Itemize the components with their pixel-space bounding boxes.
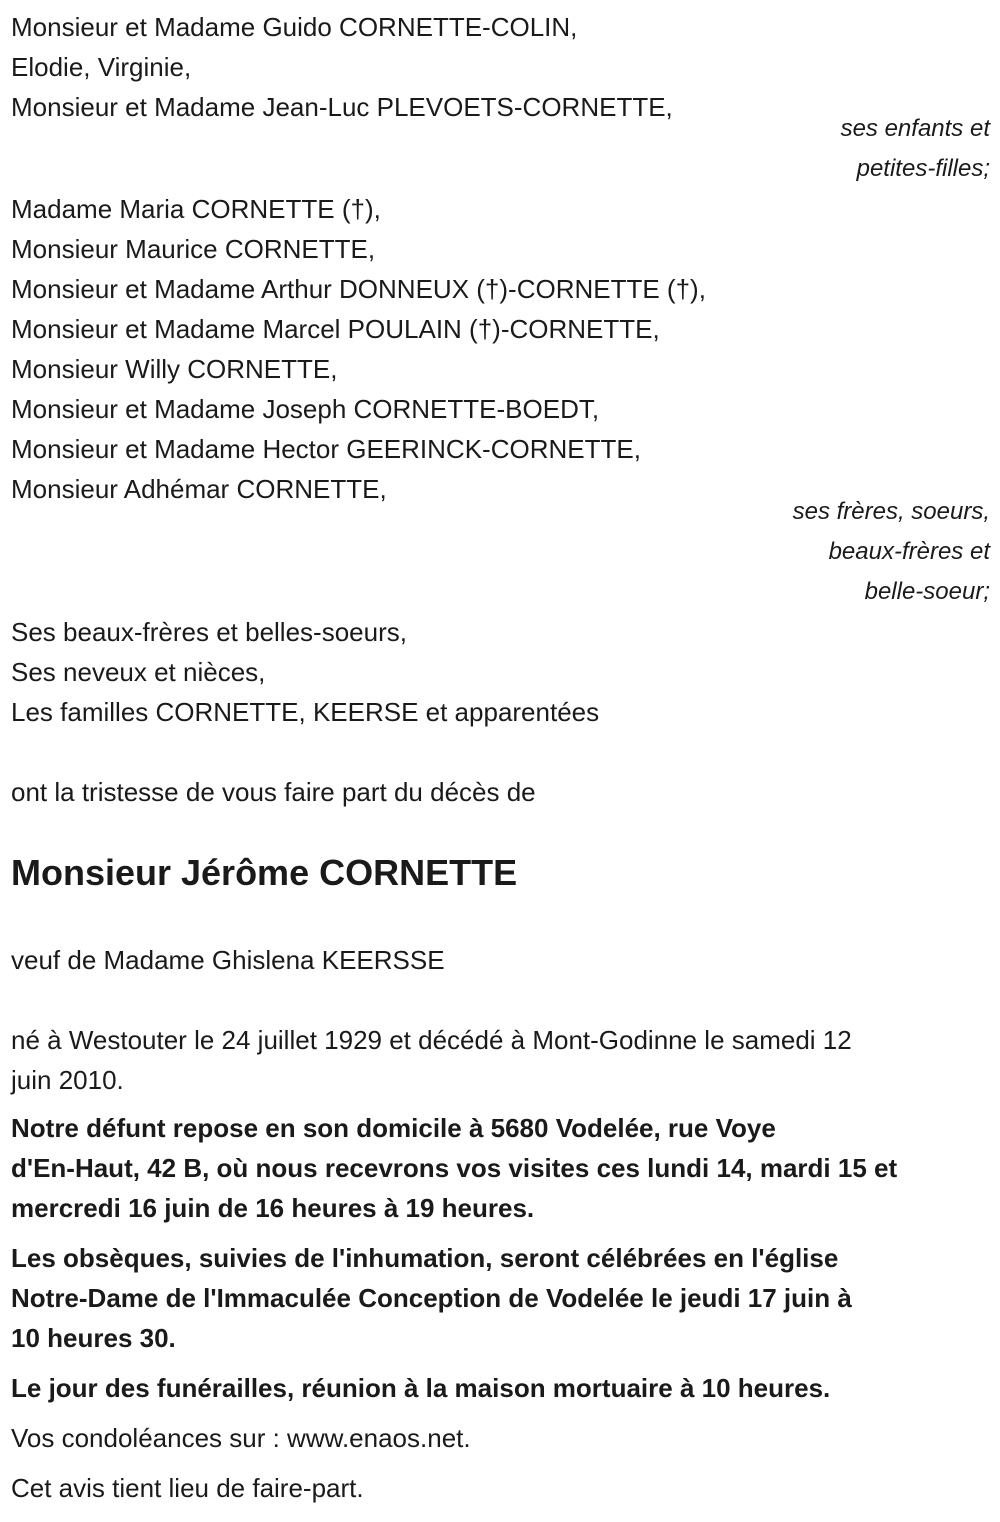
condolences-line: Vos condoléances sur : www.enaos.net.	[11, 1423, 471, 1453]
deceased-name: Monsieur Jérôme CORNETTE	[11, 852, 518, 893]
family-role: petites-filles;	[856, 155, 990, 182]
funeral-line: 10 heures 30.	[11, 1323, 176, 1353]
meeting-line: Le jour des funérailles, réunion à la maison mortuaire à 10 heures.	[11, 1373, 831, 1403]
others-line: Les familles CORNETTE, KEERSE et apparentées	[11, 697, 600, 727]
sibling-line: Monsieur et Madame Hector GEERINCK-CORNETTE,	[11, 434, 641, 464]
visits-line: Notre défunt repose en son domicile à 5680 Vodelée, rue Voye	[11, 1113, 776, 1143]
siblings-role: belle-soeur;	[864, 578, 990, 605]
sibling-line: Monsieur et Madame Marcel POULAIN (†)-CORNETTE,	[11, 314, 660, 344]
sibling-line: Madame Maria CORNETTE (†),	[11, 194, 381, 224]
sibling-line: Monsieur Willy CORNETTE,	[11, 354, 338, 384]
siblings-role: ses frères, soeurs,	[792, 498, 990, 525]
birth-death-line: né à Westouter le 24 juillet 1929 et décédé à Mont-Godinne le samedi 12	[11, 1025, 852, 1055]
sibling-line: Monsieur et Madame Joseph CORNETTE-BOEDT,	[11, 394, 600, 424]
visits-line: mercredi 16 juin de 16 heures à 19 heures.	[11, 1193, 535, 1223]
widower-line: veuf de Madame Ghislena KEERSSE	[11, 945, 445, 975]
visits-line: d'En-Haut, 42 B, où nous recevrons vos visites ces lundi 14, mardi 15 et	[11, 1153, 898, 1183]
others-line: Ses beaux-frères et belles-soeurs,	[11, 617, 407, 647]
others-line: Ses neveux et nièces,	[11, 657, 266, 687]
funeral-line: Les obsèques, suivies de l'inhumation, seront célébrées en l'église	[11, 1243, 839, 1273]
sibling-line: Monsieur Maurice CORNETTE,	[11, 234, 376, 264]
funeral-line: Notre-Dame de l'Immaculée Conception de Vodelée le jeudi 17 juin à	[11, 1283, 852, 1313]
siblings-role: beaux-frères et	[828, 538, 990, 565]
sibling-line: Monsieur Adhémar CORNETTE,	[11, 474, 387, 504]
family-line: Elodie, Virginie,	[11, 52, 192, 82]
notice-line: Cet avis tient lieu de faire-part.	[11, 1473, 364, 1503]
birth-death-line: juin 2010.	[11, 1065, 124, 1095]
announcement: ont la tristesse de vous faire part du décès de	[11, 777, 536, 807]
family-role: ses enfants et	[840, 115, 990, 142]
family-line: Monsieur et Madame Jean-Luc PLEVOETS-CORNETTE,	[11, 92, 673, 122]
sibling-line: Monsieur et Madame Arthur DONNEUX (†)-CORNETTE (†),	[11, 274, 706, 304]
family-line: Monsieur et Madame Guido CORNETTE-COLIN,	[11, 12, 578, 42]
